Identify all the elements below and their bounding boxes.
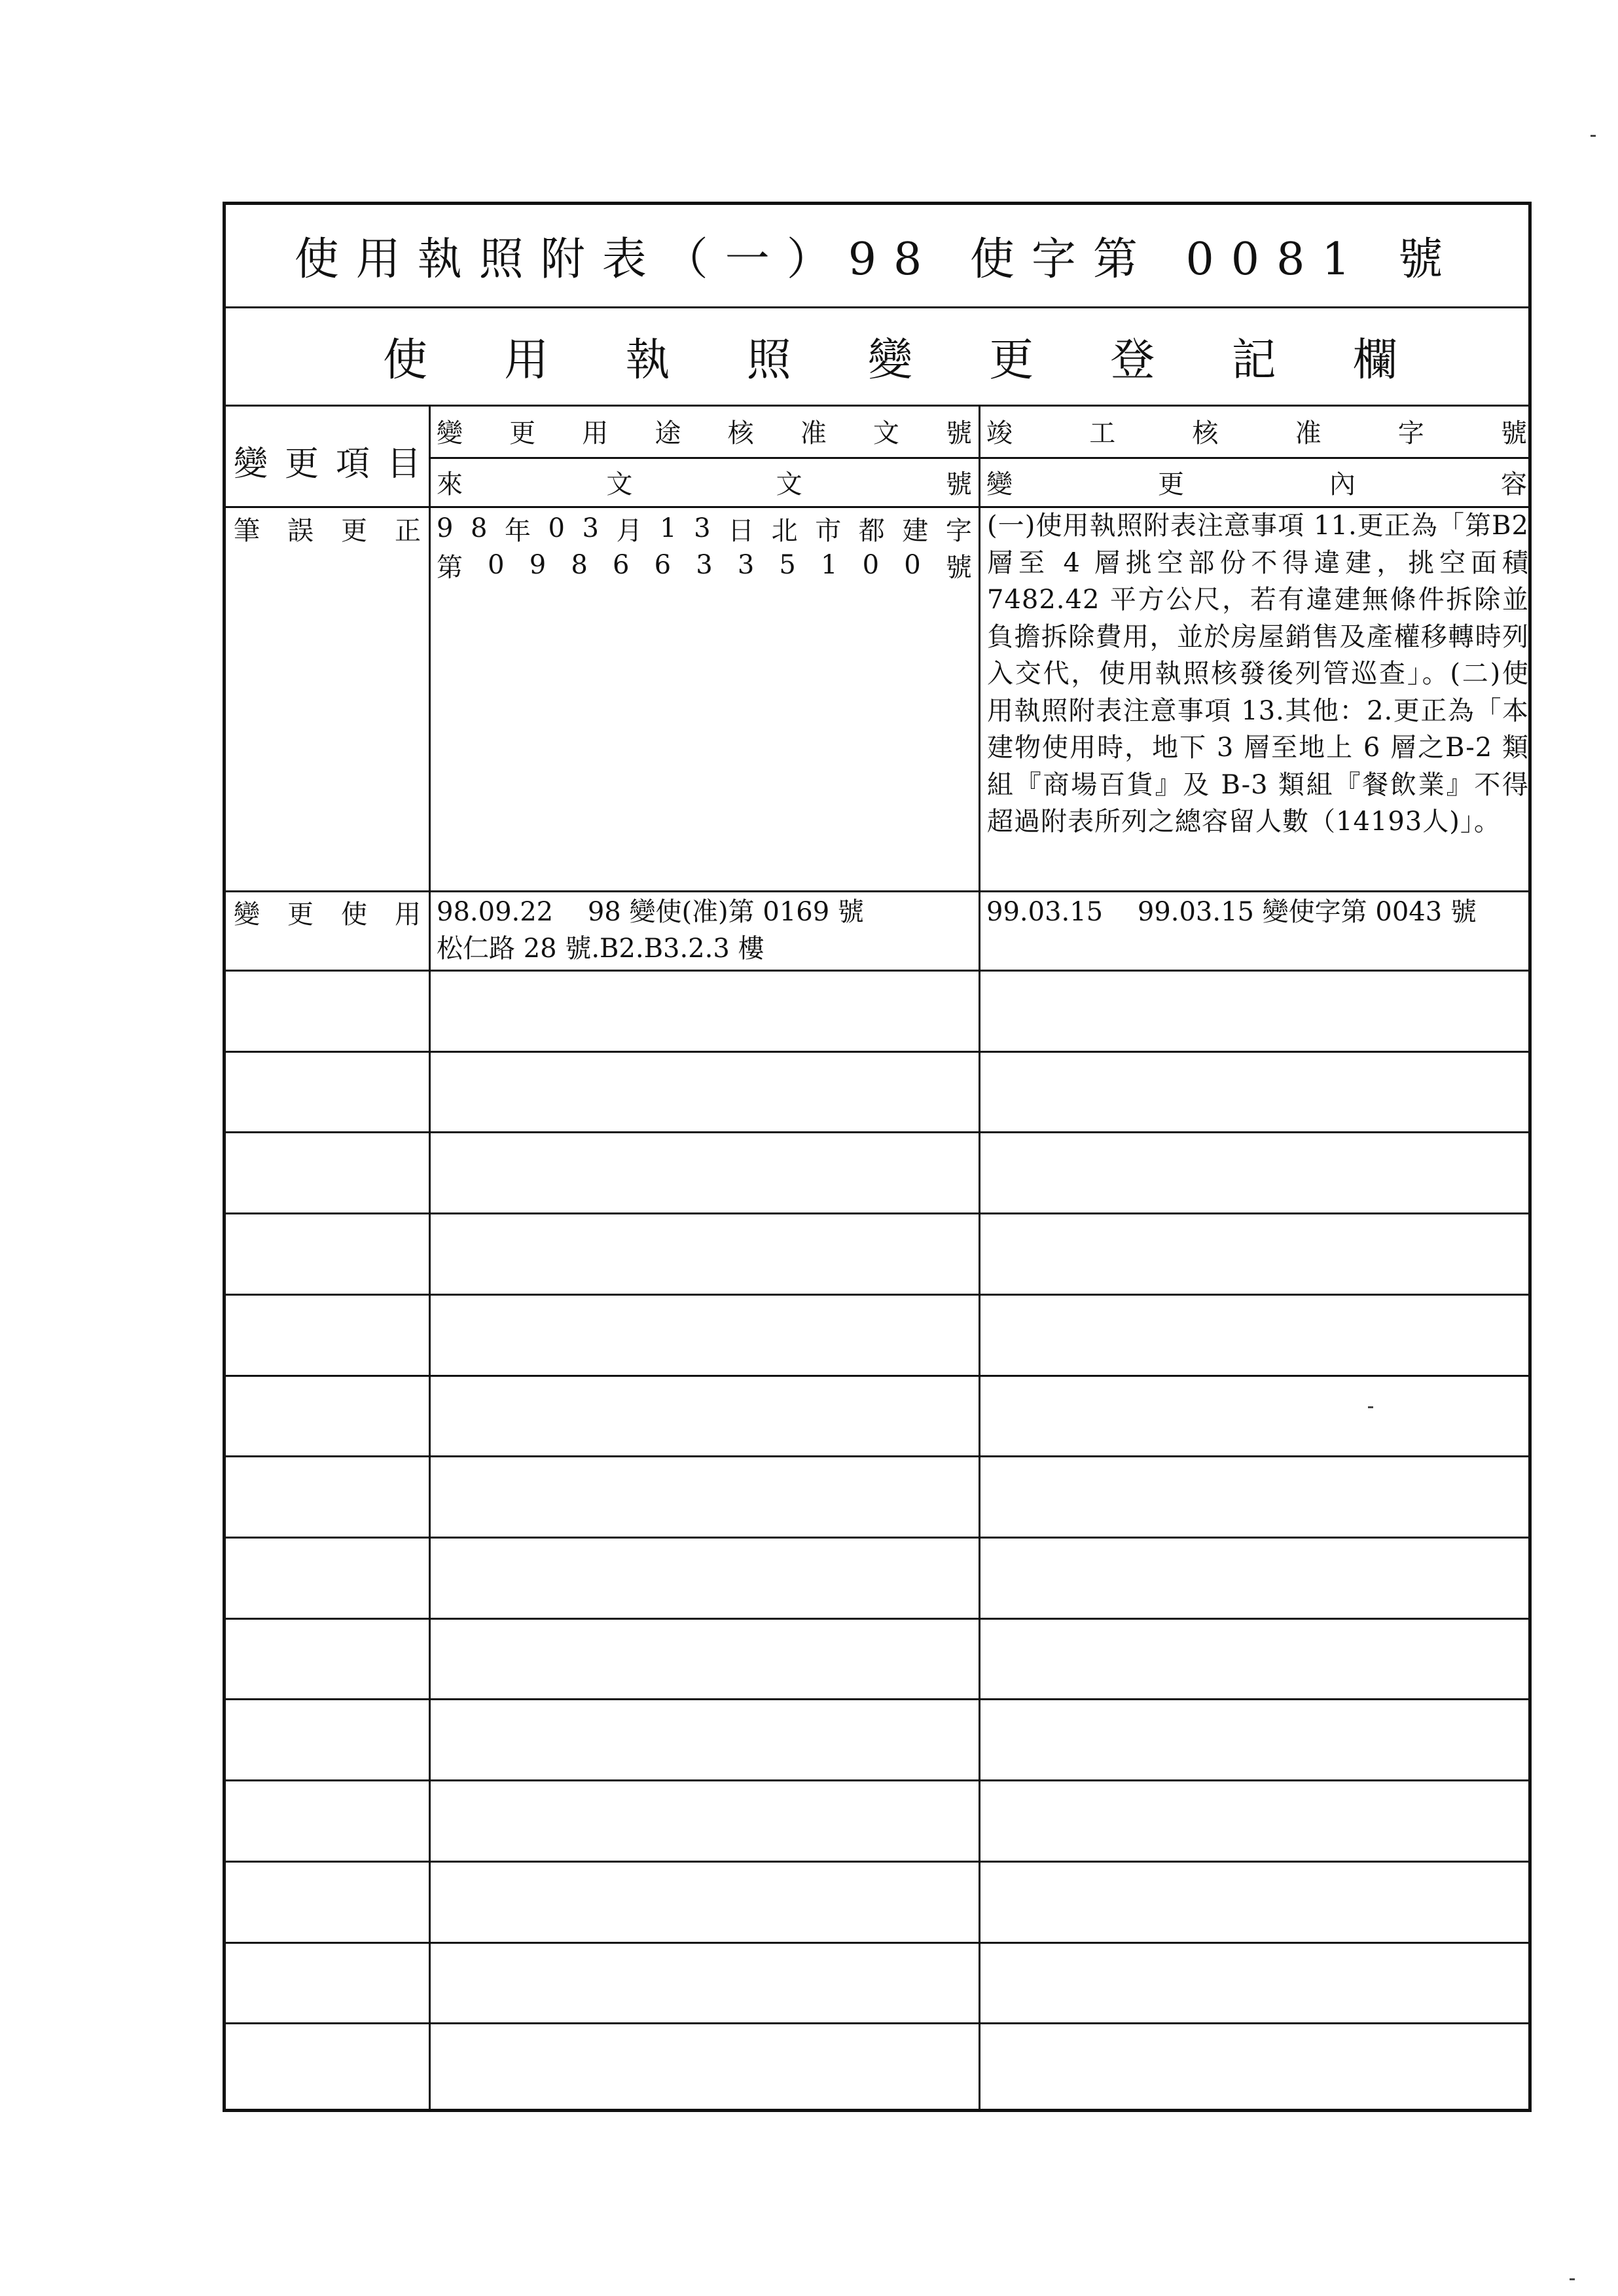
char: 文 — [776, 469, 802, 500]
char: 途 — [655, 418, 681, 448]
char: 都 — [858, 515, 885, 546]
char: 北 — [771, 515, 798, 546]
char: 1 — [821, 550, 838, 580]
empty-row-divider — [226, 1618, 1528, 1620]
char: 9 — [437, 513, 454, 543]
char: 更 — [989, 335, 1034, 386]
char: 文 — [872, 418, 899, 448]
char: 更 — [341, 515, 367, 546]
char: 更 — [287, 899, 314, 930]
column-header-change-item — [234, 437, 421, 483]
column-divider — [979, 407, 980, 2109]
char: 核 — [1192, 418, 1219, 448]
char: 3 — [694, 513, 711, 543]
empty-row-divider — [226, 1455, 1528, 1457]
char: 號 — [945, 552, 972, 583]
row-correction-item — [234, 510, 421, 547]
char: 6 — [654, 550, 672, 580]
char: 使 — [383, 335, 428, 386]
char: 誤 — [287, 515, 314, 546]
empty-row-divider — [226, 1212, 1528, 1214]
char: 3 — [737, 550, 755, 580]
empty-row-divider — [226, 1051, 1528, 1053]
char: 0 — [548, 513, 565, 543]
char: 第 — [437, 552, 463, 583]
char: 用 — [504, 335, 549, 386]
form-title: 使用執照附表（一）98 使字第 0081 號 — [226, 205, 1528, 308]
char: 正 — [395, 515, 421, 546]
license-change-form — [223, 202, 1538, 2112]
char: 變 — [234, 899, 260, 930]
form-subtitle — [226, 308, 1528, 407]
char: 8 — [571, 550, 588, 580]
char: 變 — [437, 418, 463, 448]
empty-row-divider — [226, 970, 1528, 972]
char: 8 — [471, 513, 488, 543]
char: 核 — [727, 418, 754, 448]
char: 文 — [606, 469, 633, 500]
row-change-use-content: 99.03.15 99.03.15 變使字第 0043 號 — [986, 897, 1477, 927]
empty-row-divider — [226, 1942, 1528, 1944]
char: 工 — [1089, 418, 1116, 448]
char: 號 — [945, 418, 972, 448]
char: 變 — [867, 335, 912, 386]
char: 欄 — [1352, 335, 1397, 386]
column-header-completion-no — [986, 409, 1527, 452]
char: 來 — [437, 469, 463, 500]
char: 字 — [1397, 418, 1424, 448]
char: 建 — [902, 515, 929, 546]
column-header-incoming-doc-no — [437, 460, 972, 503]
char: 號 — [945, 469, 972, 500]
char: 登 — [1110, 335, 1155, 386]
empty-row-divider — [226, 1294, 1528, 1296]
empty-row-divider — [226, 1861, 1528, 1863]
char: 筆 — [234, 515, 260, 546]
char: 1 — [660, 513, 677, 543]
char: 記 — [1231, 335, 1276, 386]
char: 用 — [395, 899, 421, 930]
char: 准 — [800, 418, 827, 448]
char: 6 — [612, 550, 630, 580]
char: 0 — [488, 550, 505, 580]
char: 9 — [529, 550, 547, 580]
header-divider — [429, 457, 1528, 459]
char: 竣 — [986, 418, 1013, 448]
char: 變 — [234, 444, 268, 484]
char: 更 — [284, 444, 319, 484]
char: 使 — [341, 899, 367, 930]
subtitle-text — [383, 308, 1397, 405]
column-header-approval-doc-no — [437, 409, 972, 452]
char: 0 — [862, 550, 880, 580]
char: 照 — [746, 335, 791, 386]
empty-row-divider — [226, 1698, 1528, 1700]
empty-row-divider — [226, 1375, 1528, 1377]
empty-row-divider — [226, 2022, 1528, 2024]
row-change-use-item — [234, 894, 421, 930]
char: 5 — [779, 550, 796, 580]
char: 項 — [335, 444, 370, 484]
char: 月 — [616, 515, 643, 546]
char: 市 — [815, 515, 842, 546]
char: 年 — [505, 515, 531, 546]
char: 目 — [386, 444, 421, 484]
row-correction-content: (一)使用執照附表注意事項 11.更正為「第B2 層至 4 層挑空部份不得違建，挑空面積7482.42 平方公尺，若有違建無條件拆除並負擔拆除費用，並於房屋銷售及產權移轉時列入交代，使用執照核發後列管巡查」。(二)使用執照附表注意事項 13.其他：2.更正為「本建物使用時，地下 3 層至地上 6 層之B-2 類組『商場百貨』及 B-3 類組『餐飲業』不得超過附表所列之總容留人數（14193人)」。 — [987, 511, 1538, 837]
scan-mark — [1591, 135, 1596, 137]
char: 號 — [1500, 418, 1527, 448]
char: 執 — [625, 335, 670, 386]
row-correction-doc-line2 — [437, 547, 972, 583]
empty-row-divider — [226, 1131, 1528, 1133]
empty-row-divider — [226, 1537, 1528, 1539]
char: 日 — [728, 515, 755, 546]
column-divider — [429, 407, 431, 2109]
char: 字 — [945, 515, 972, 546]
char: 0 — [904, 550, 921, 580]
empty-row-divider — [226, 1779, 1528, 1781]
char: 變 — [986, 469, 1013, 500]
row-divider — [226, 890, 1528, 892]
row-change-use-doc-line1: 98.09.22 98 變使(准)第 0169 號 — [437, 897, 864, 927]
char: 更 — [1158, 469, 1184, 500]
char: 更 — [509, 418, 536, 448]
row-change-use-doc-line2: 松仁路 28 號.B2.B3.2.3 樓 — [437, 934, 764, 964]
scan-mark — [1570, 2278, 1575, 2280]
char: 准 — [1295, 418, 1321, 448]
row-correction-doc-line1 — [437, 510, 972, 547]
char: 3 — [582, 513, 599, 543]
char: 容 — [1501, 469, 1527, 500]
char: 內 — [1329, 469, 1356, 500]
column-header-change-content — [986, 460, 1527, 503]
scan-mark — [1368, 1406, 1373, 1408]
char: 用 — [582, 418, 609, 448]
char: 3 — [696, 550, 713, 580]
